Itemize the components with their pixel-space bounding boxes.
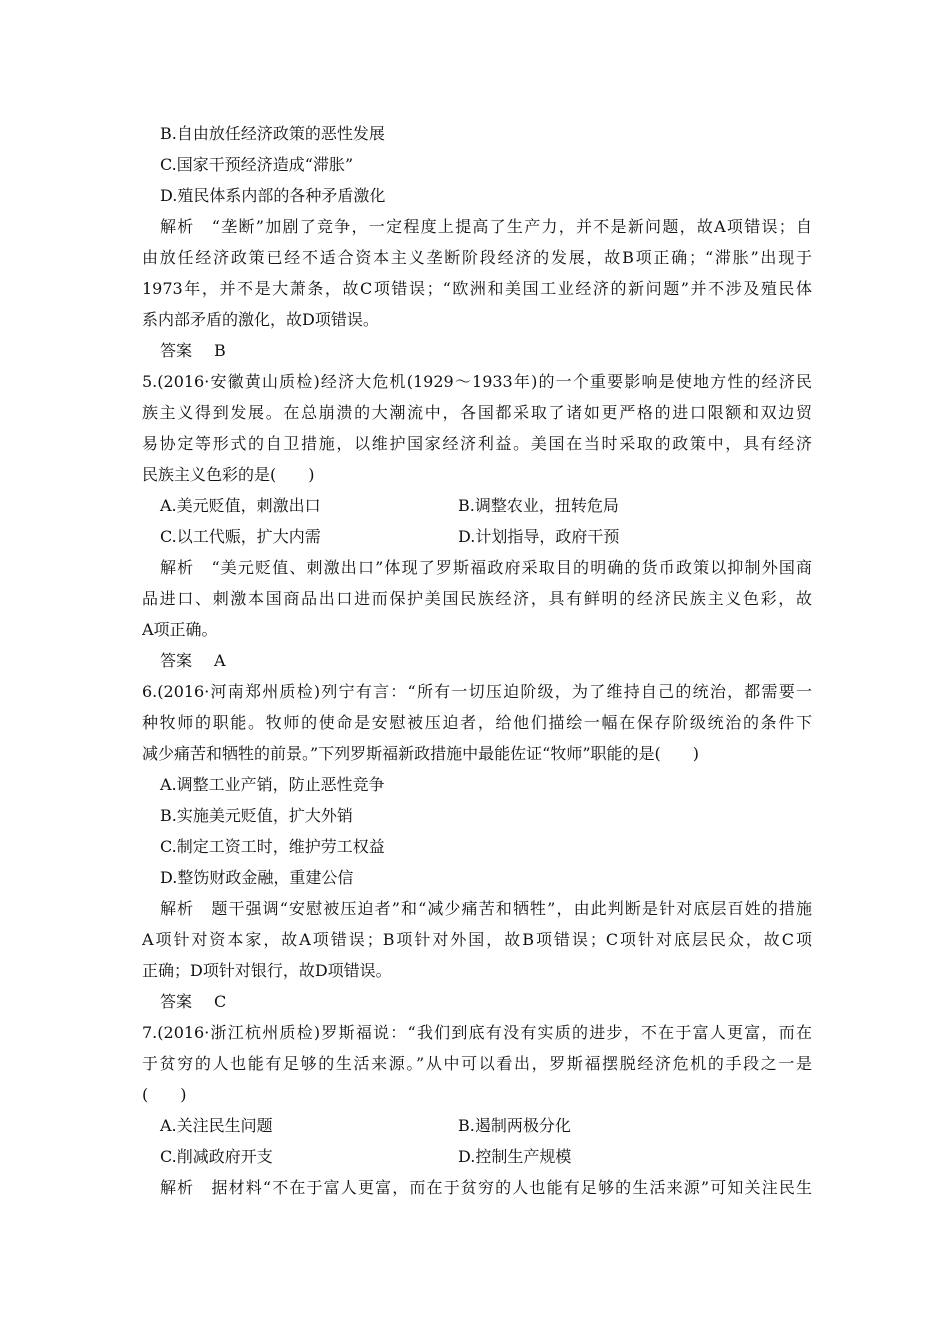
- question-7: [142, 1017, 812, 1203]
- analysis-line: 品进口、刺激本国商品出口进而保护美国民族经济，具有鲜明的经济民族主义色彩，故: [142, 589, 812, 608]
- question-stem: 民族主义色彩的是( ): [142, 465, 315, 484]
- question-5: [142, 366, 812, 676]
- question-stem: 5.(2016·安徽黄山质检)经济大危机(1929～1933年)的一个重要影响是使地方性的经济民: [142, 372, 812, 391]
- analysis-line: A项正确。: [142, 620, 218, 639]
- options-row: [142, 1141, 812, 1172]
- option-a: A.美元贬值，刺激出口: [160, 496, 321, 515]
- option-d: D.计划指导，政府干预: [458, 527, 620, 546]
- options-row: [142, 521, 812, 552]
- question-stem: 7.(2016·浙江杭州质检)罗斯福说：“我们到底有没有实质的进步，不在于富人更富，而在: [142, 1023, 812, 1042]
- answer-label: 答案: [160, 651, 193, 670]
- analysis-line: A项针对资本家，故A项错误；B项针对外国，故B项错误；C项针对底层民众，故C项: [142, 930, 812, 949]
- question-stem: 减少痛苦和牺牲的前景。”下列罗斯福新政措施中最能佐证“牧师”职能的是( ): [142, 744, 700, 763]
- question-stem: 族主义得到发展。在总崩溃的大潮流中，各国都采取了诸如更严格的进口限额和双边贸: [142, 403, 812, 422]
- analysis-line: 解析 “美元贬值、刺激出口”体现了罗斯福政府采取目的明确的货币政策以抑制外国商: [160, 558, 812, 577]
- analysis-line: 由放任经济政策已经不适合资本主义垄断阶段经济的发展，故B项正确；“滞胀”出现于: [142, 248, 812, 267]
- answer-line: [142, 986, 812, 1017]
- answer-label: 答案: [160, 341, 193, 360]
- option-b: B.实施美元贬值，扩大外销: [160, 806, 353, 825]
- answer-label: 答案: [160, 992, 193, 1011]
- answer-line: [142, 645, 812, 676]
- option-b: B.遏制两极分化: [458, 1116, 571, 1135]
- option-d: D.控制生产规模: [458, 1147, 572, 1166]
- option-d: D.整饬财政金融，重建公信: [160, 868, 354, 887]
- question-stem: 易协定等形式的自卫措施，以维护国家经济利益。美国在当时采取的政策中，具有经济: [142, 434, 812, 453]
- answer-line: [142, 335, 812, 366]
- option-c: C.制定工资工时，维护劳工权益: [160, 837, 385, 856]
- options-row: [142, 1110, 812, 1141]
- option-b: B.调整农业，扭转危局: [458, 496, 619, 515]
- question-stem: ( ): [142, 1085, 187, 1104]
- option-b: B.自由放任经济政策的恶性发展: [160, 124, 385, 143]
- answer-value: B: [214, 341, 226, 360]
- question-4: [142, 118, 812, 366]
- analysis-line: 解析 据材料“不在于富人更富，而在于贫穷的人也能有足够的生活来源”可知关注民生: [160, 1178, 812, 1197]
- analysis-line: 1973年，并不是大萧条，故C项错误；“欧洲和美国工业经济的新问题”并不涉及殖民体: [142, 279, 812, 298]
- options-row: [142, 490, 812, 521]
- option-a: A.关注民生问题: [160, 1116, 273, 1135]
- answer-value: C: [214, 992, 227, 1011]
- analysis-line: 解析 题干强调“安慰被压迫者”和“减少痛苦和牺牲”，由此判断是针对底层百姓的措施: [160, 899, 812, 918]
- answer-value: A: [214, 651, 226, 670]
- analysis-line: 系内部矛盾的激化，故D项错误。: [142, 310, 379, 329]
- analysis-line: 正确；D项针对银行，故D项错误。: [142, 961, 392, 980]
- page-content: [142, 118, 812, 1203]
- option-d: D.殖民体系内部的各种矛盾激化: [160, 186, 386, 205]
- option-c: C.以工代赈，扩大内需: [160, 527, 321, 546]
- question-stem: 6.(2016·河南郑州质检)列宁有言：“所有一切压迫阶级，为了维持自己的统治，都需要一: [142, 682, 812, 701]
- option-a: A.调整工业产销，防止恶性竞争: [160, 775, 385, 794]
- question-6: [142, 676, 812, 1017]
- question-stem: 种牧师的职能。牧师的使命是安慰被压迫者，给他们描绘一幅在保存阶级统治的条件下: [142, 713, 812, 732]
- option-c: C.国家干预经济造成“滞胀”: [160, 155, 354, 174]
- option-c: C.削减政府开支: [160, 1147, 273, 1166]
- question-stem: 于贫穷的人也能有足够的生活来源。”从中可以看出，罗斯福摆脱经济危机的手段之一是: [142, 1054, 812, 1073]
- analysis-line: 解析 “垄断”加剧了竞争，一定程度上提高了生产力，并不是新问题，故A项错误；自: [160, 217, 812, 236]
